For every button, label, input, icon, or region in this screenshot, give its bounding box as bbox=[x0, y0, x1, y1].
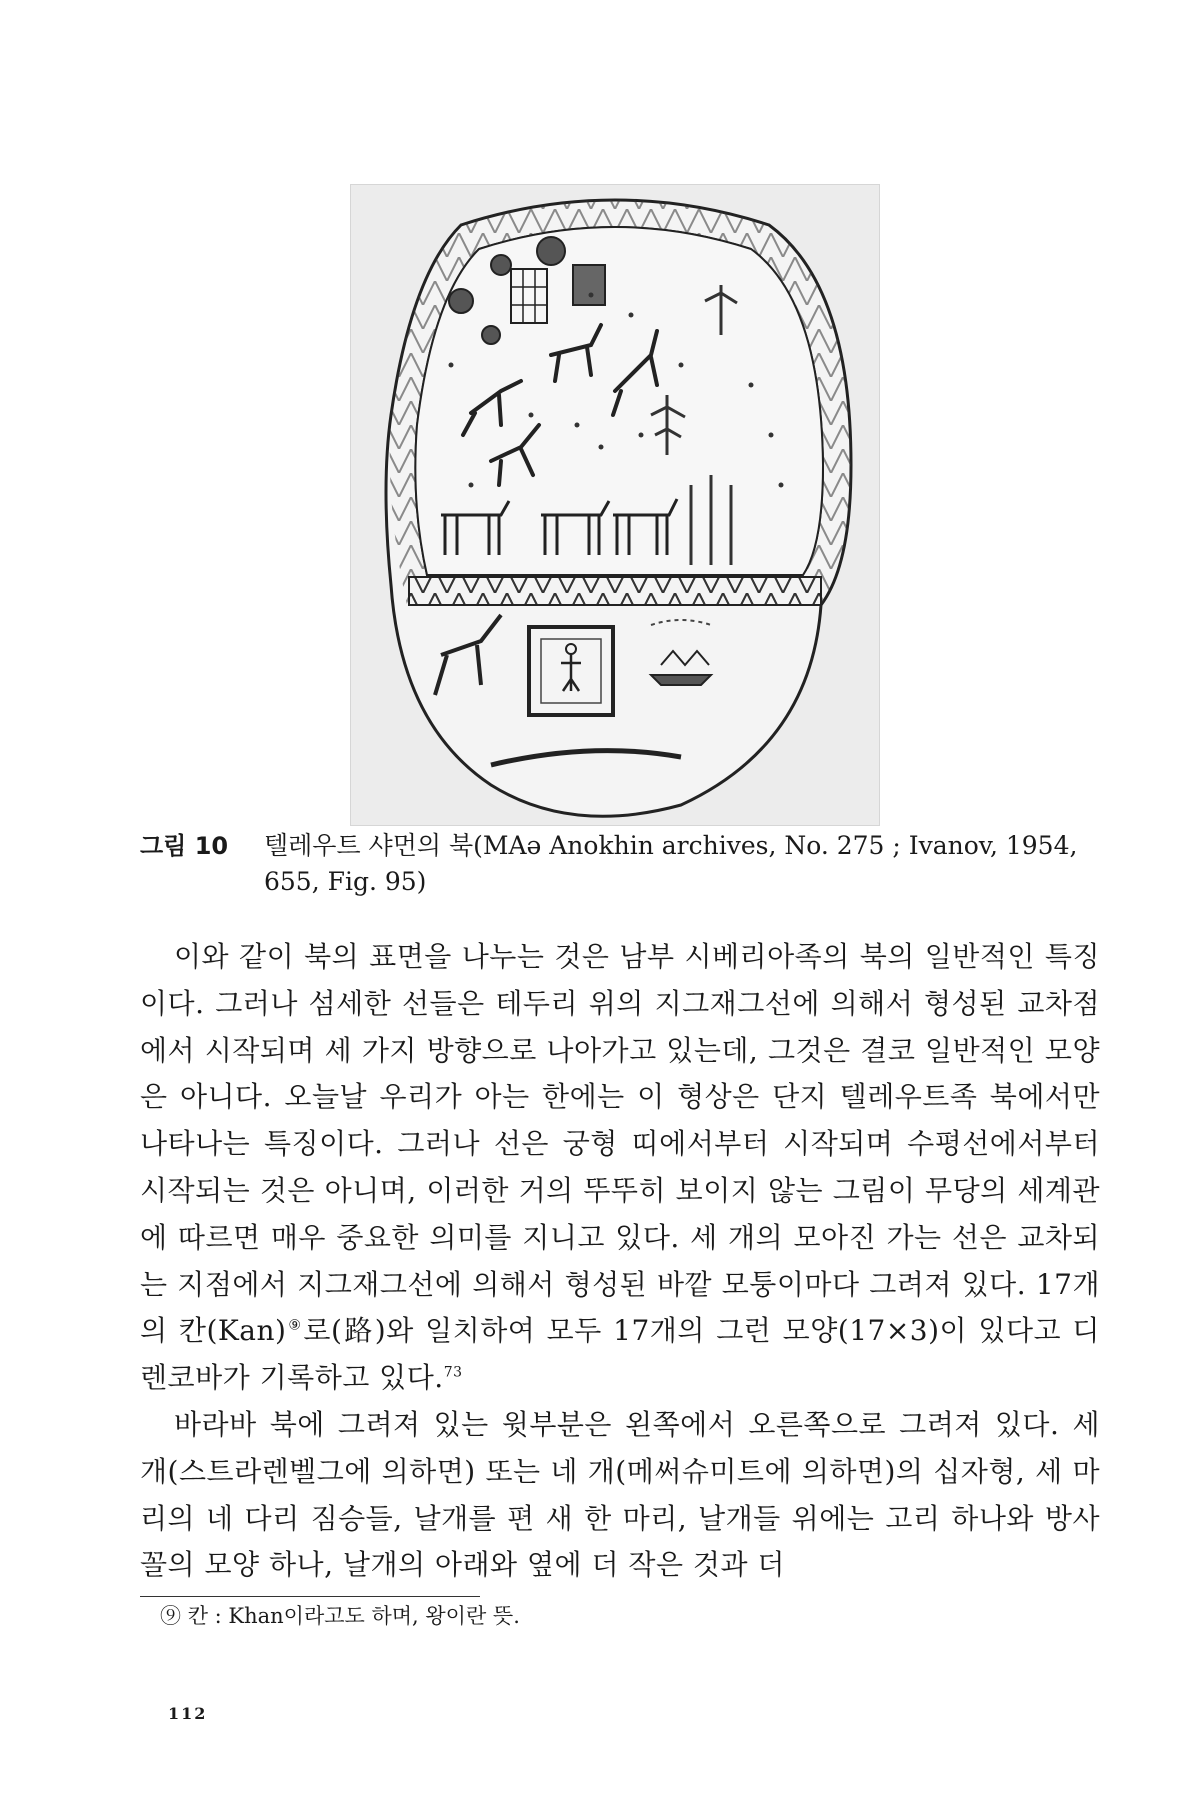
paragraph bbox=[140, 1402, 1100, 1589]
shaman-drum-figure bbox=[350, 184, 880, 826]
drum-illustration bbox=[351, 185, 879, 825]
endnote-marker: 73 bbox=[443, 1364, 463, 1381]
figure-label: 그림 10 bbox=[140, 832, 229, 860]
footnote-rule bbox=[140, 1596, 480, 1597]
paragraph-text-continued: 로(路)와 일치하여 모두 17개의 그런 모양(17×3)이 있다고 디렌코바가 기록하고 있다. bbox=[140, 1314, 1100, 1395]
page-number: 112 bbox=[168, 1704, 208, 1723]
footnote-marker: ⑨ bbox=[160, 1604, 181, 1628]
divider-band bbox=[409, 577, 821, 605]
footnote-text: 칸 : Khan이라고도 하며, 왕이란 뜻. bbox=[187, 1604, 520, 1628]
body-text bbox=[140, 934, 1100, 1589]
paragraph-text: 바라바 북에 그려져 있는 윗부분은 왼쪽에서 오른쪽으로 그려져 있다. 세 개(스트라렌벨그에 의하면) 또는 네 개(메써슈미트에 의하면)의 십자형, 세 마리의 네 다리 짐승들, 날개를 편 새 한 마리, 날개들 위에는 고리 하나와 방사꼴의 모양 하나, 날개의 아래와 옆에 더 작은 것과 더 bbox=[140, 1407, 1100, 1582]
paragraph-text: 이와 같이 북의 표면을 나누는 것은 남부 시베리아족의 북의 일반적인 특징이다. 그러나 섬세한 선들은 테두리 위의 지그재그선에 의해서 형성된 교차점에서 시작되며 세 가지 방향으로 나아가고 있는데, 그것은 결코 일반적인 모양은 아니다. 오늘날 우리가 아는 한에는 이 형상은 단지 텔레우트족 북에서만 나타나는 특징이다. 그러나 선은 궁형 띠에서부터 시작되며 수평선에서부터 시작되는 것은 아니며, 이러한 거의 뚜뚜히 보이지 않는 그림이 무당의 세계관에 따르면 매우 중요한 의미를 지니고 있다. 세 개의 모아진 가는 선은 교차되는 지점에서 지그재그선에 의해서 형성된 바깥 모퉁이마다 그려져 있다. 17개의 칸(Kan) bbox=[140, 940, 1100, 1348]
figure-caption bbox=[140, 828, 1100, 900]
figure-caption-text: 텔레우트 샤먼의 북(MAə Anokhin archives, No. 275 ; Ivanov, 1954, 655, Fig. 95) bbox=[264, 831, 1078, 896]
footnote-marker: ⑨ bbox=[286, 1318, 304, 1335]
paragraph bbox=[140, 934, 1100, 1402]
boat-shape bbox=[651, 675, 711, 685]
footnote bbox=[160, 1600, 1060, 1632]
